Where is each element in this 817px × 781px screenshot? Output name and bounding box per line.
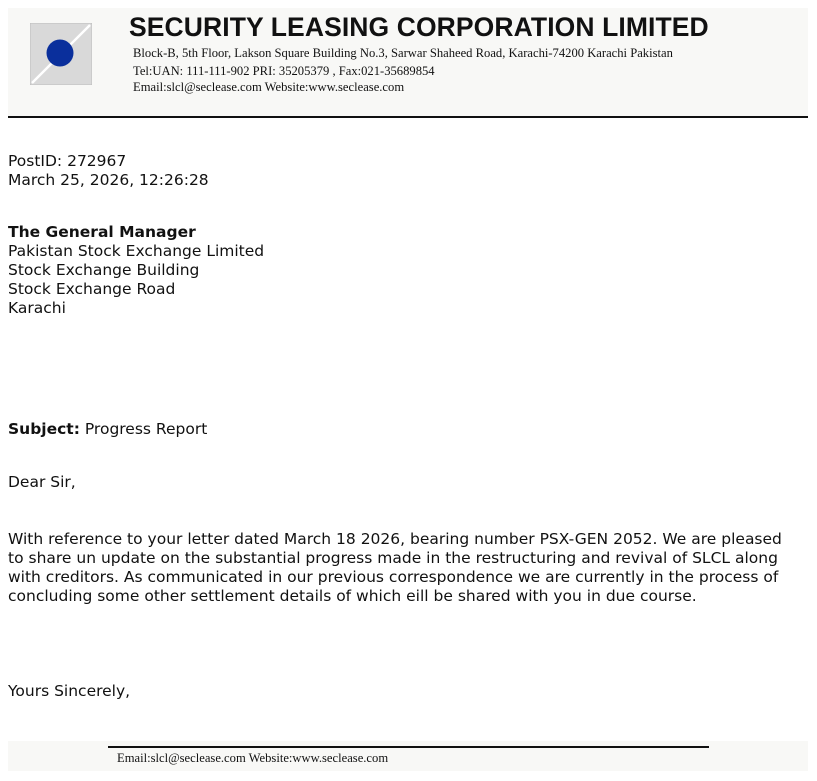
- post-id: PostID: 272967: [8, 152, 127, 170]
- company-contact: Email:slcl@seclease.com Website:www.seclease.com: [133, 80, 405, 94]
- company-address: Block-B, 5th Floor, Lakson Square Building No.3, Sarwar Shaheed Road, Karachi-74200 Karachi Pakistan: [133, 46, 673, 60]
- recipient-line: Karachi: [8, 299, 66, 317]
- company-name: SECURITY LEASING CORPORATION LIMITED: [129, 12, 709, 42]
- company-logo-icon: [30, 23, 92, 85]
- recipient-line: Stock Exchange Road: [8, 280, 176, 298]
- post-datetime: March 25, 2026, 12:26:28: [8, 171, 209, 189]
- letterhead: [8, 8, 808, 116]
- footer-divider: [108, 746, 709, 748]
- footer-contact: Email:slcl@seclease.com Website:www.seclease.com: [117, 751, 389, 765]
- salutation: Dear Sir,: [8, 473, 76, 491]
- letter-body: With reference to your letter dated March 18 2026, bearing number PSX-GEN 2052. We are pleased to share un update on the substantial progress made in the restructuring and revival of SLCL along with creditors. As communicated in our previous correspondence we are currently in the process of concluding some other settlement details of which eill be shared with you in due course.: [8, 530, 782, 605]
- subject-text: Progress Report: [79, 420, 208, 438]
- header-divider: [8, 116, 808, 118]
- footer: [8, 741, 808, 771]
- subject-label: Subject:: [8, 420, 80, 438]
- recipient-title: The General Manager: [8, 223, 196, 241]
- subject-line: [8, 420, 207, 439]
- recipient-line: Stock Exchange Building: [8, 261, 200, 279]
- recipient-line: Pakistan Stock Exchange Limited: [8, 242, 265, 260]
- closing: Yours Sincerely,: [8, 682, 131, 700]
- company-phones: Tel:UAN: 111-111-902 PRI: 35205379 , Fax:021-35689854: [133, 64, 435, 78]
